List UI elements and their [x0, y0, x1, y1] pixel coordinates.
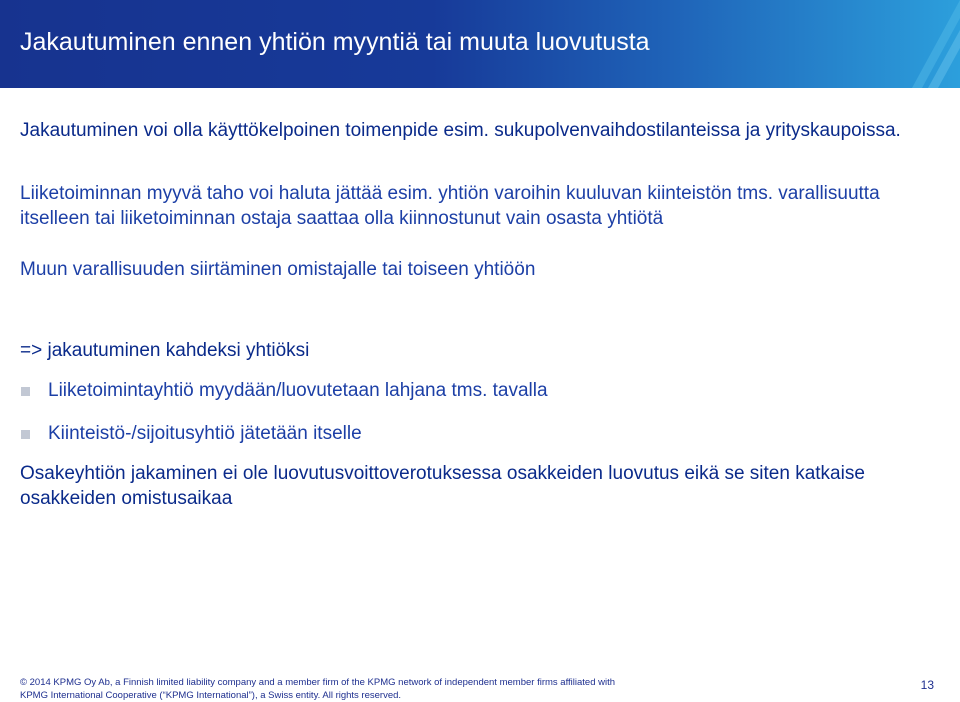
- bullet-text: Kiinteistö-/sijoitusyhtiö jätetään itselle: [48, 423, 362, 444]
- slide-title: Jakautuminen ennen yhtiön myyntiä tai muuta luovutusta: [20, 28, 650, 56]
- footer-line-2: KPMG International Cooperative (“KPMG International”), a Swiss entity. All rights reserved.: [20, 690, 402, 701]
- title-band: [0, 0, 960, 88]
- bullet-square-icon: [21, 430, 30, 439]
- conclusion-paragraph: => jakautuminen kahdeksi yhtiöksi: [20, 340, 310, 361]
- list-item: [20, 380, 940, 402]
- footer-line-1: © 2014 KPMG Oy Ab, a Finnish limited liability company and a member firm of the KPMG network of independent member firms affiliated with: [20, 677, 616, 688]
- tax-paragraph: Osakeyhtiön jakaminen ei ole luovutusvoittoverotuksessa osakkeiden luovutus eikä se siten katkaise osakkeiden omistusaikaa: [20, 463, 865, 509]
- list-item: [20, 423, 940, 445]
- bullet-square-icon: [21, 387, 30, 396]
- page-number: 13: [920, 678, 934, 692]
- bullet-text: Liiketoimintayhtiö myydään/luovutetaan lahjana tms. tavalla: [48, 380, 548, 401]
- copyright-footer: [20, 676, 780, 702]
- seller-paragraph: Liiketoiminnan myyvä taho voi haluta jättää esim. yhtiön varoihin kuuluvan kiinteistön tms. varallisuutta itselleen tai liiketoiminnan ostaja saattaa olla kiinnostunut vain osasta yhtiötä: [20, 183, 880, 229]
- lead-paragraph: Jakautuminen voi olla käyttökelpoinen toimenpide esim. sukupolvenvaihdostilanteissa ja yrityskaupoissa.: [20, 120, 901, 141]
- transfer-paragraph: Muun varallisuuden siirtäminen omistajalle tai toiseen yhtiöön: [20, 259, 536, 280]
